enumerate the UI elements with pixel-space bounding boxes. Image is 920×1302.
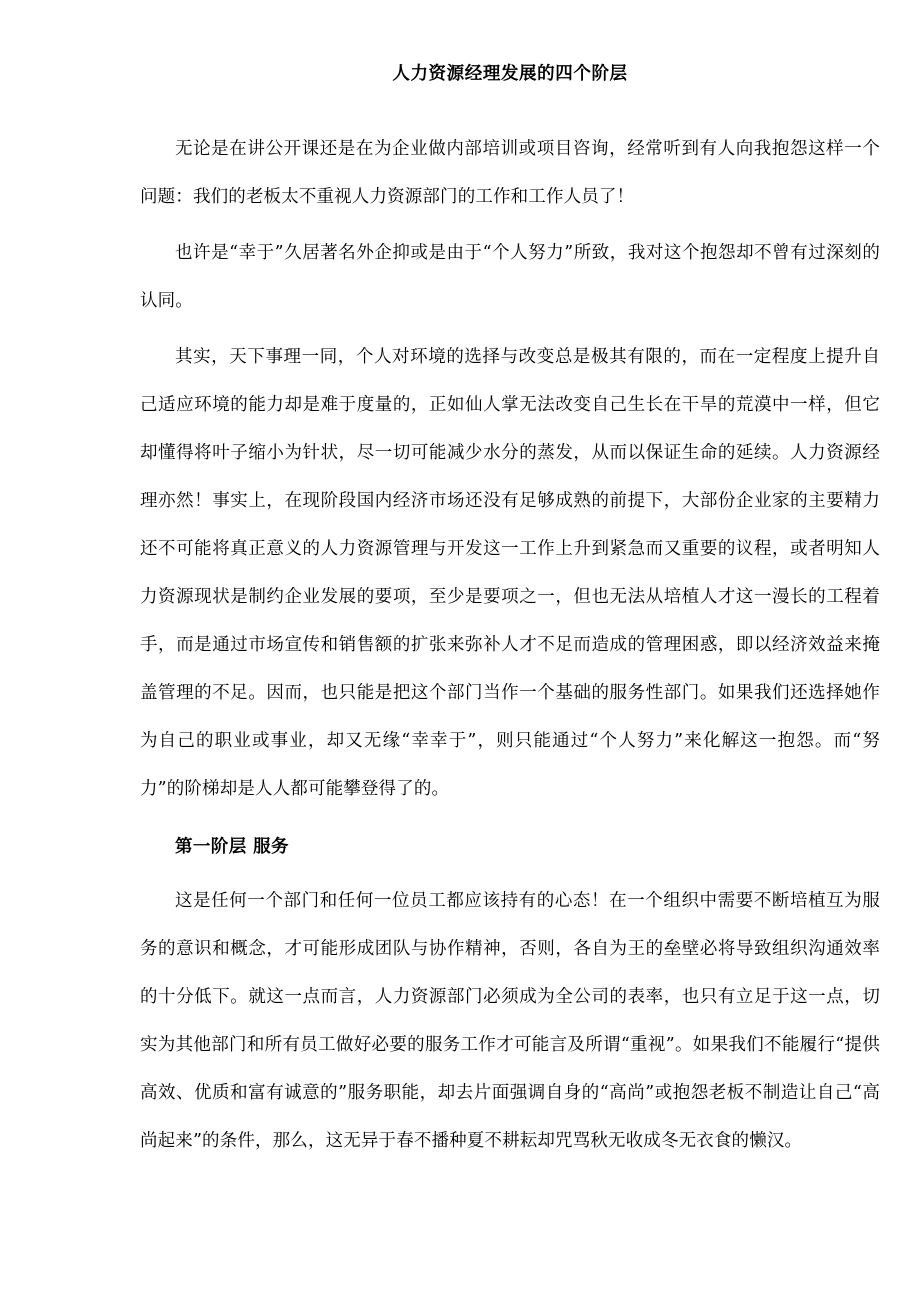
section-heading-level-one: 第一阶层 服务 (175, 836, 289, 857)
paragraph-main-argument: 其实，天下事理一同，个人对环境的选择与改变总是极其有限的，而在一定程度上提升自己适应环境的能力却是难于度量的，正如仙人掌无法改变自己生长在干旱的荒漠中一样，但它却懂得将叶子缩小为针状，尽一切可能减少水分的蒸发，从而以保证生命的延续。人力资源经理亦然！事实上，在现阶段国内经济市场还没有足够成熟的前提下，大部份企业家的主要精力还不可能将真正意义的人力资源管理与开发这一工作上升到紧急而又重要的议程，或者明知人力资源现状是制约企业发展的要项，至少是要项之一，但也无法从培植人才这一漫长的工程着手，而是通过市场宣传和销售额的扩张来弥补人才不足而造成的管理困惑，即以经济效益来掩盖管理的不足。因而，也只能是把这个部门当作一个基础的服务性部门。如果我们还选择她作为自己的职业或事业，却又无缘“幸幸于”，则只能通过“个人努力”来化解这一抱怨。而“努力”的阶梯却是人人都可能攀登得了的。 (140, 346, 880, 799)
paragraph-intro-complaint: 无论是在讲公开课还是在为企业做内部培训或项目咨询，经常听到有人向我抱怨这样一个问题：我们的老板太不重视人力资源部门的工作和工作人员了！ (140, 138, 880, 207)
page-title: 人力资源经理发展的四个阶层 (392, 64, 628, 84)
paragraph-personal-view: 也许是“幸于”久居著名外企抑或是由于“个人努力”所致，我对这个抱怨却不曾有过深刻的认同。 (140, 242, 880, 311)
paragraph-level-one-body: 这是任何一个部门和任何一位员工都应该持有的心态！在一个组织中需要不断培植互为服务的意识和概念，才可能形成团队与协作精神，否则，各自为王的垒壁必将导致组织沟通效率的十分低下。就这一点而言，人力资源部门必须成为全公司的表率，也只有立足于这一点，切实为其他部门和所有员工做好必要的服务工作才可能言及所谓“重视”。如果我们不能履行“提供高效、优质和富有诚意的”服务职能，却去片面强调自身的“高尚”或抱怨老板不制造让自己“高尚起来”的条件，那么，这无异于春不播种夏不耕耘却咒骂秋无收成冬无衣食的懒汉。 (140, 890, 880, 1151)
page-text-column (140, 0, 880, 1165)
